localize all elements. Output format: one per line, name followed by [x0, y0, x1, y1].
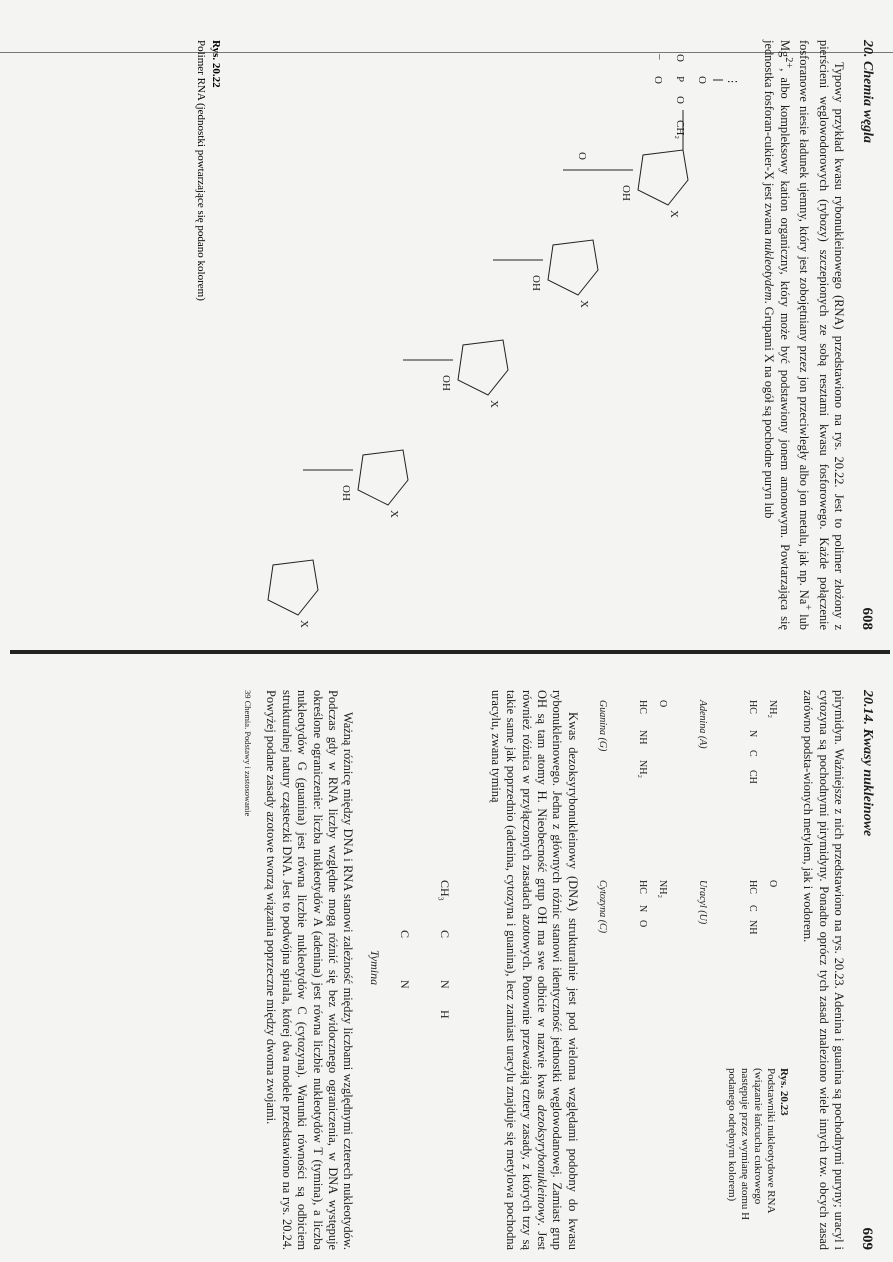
svg-text:C: C	[746, 905, 758, 912]
svg-text:CH₃: CH₃	[438, 880, 453, 901]
svg-text:NH: NH	[636, 730, 648, 745]
svg-text:C: C	[746, 750, 758, 757]
svg-text:Polimer RNA (jednostki powtarz: Polimer RNA (jednostki powtarzające się podano kolorem)	[194, 40, 207, 301]
svg-text:X: X	[487, 400, 500, 408]
svg-text:O: O	[673, 54, 686, 62]
svg-text:O: O	[575, 152, 588, 160]
page-number: 608	[859, 607, 875, 630]
running-header	[858, 690, 875, 1250]
svg-text:HC: HC	[746, 700, 758, 714]
svg-text:O: O	[673, 96, 686, 104]
svg-text:OH: OH	[619, 185, 632, 201]
svg-text:C: C	[438, 930, 453, 939]
svg-text:O: O	[636, 920, 648, 928]
dna-paragraph: Kwas dezoksyrybonukleinowy (DNA) strukturalnie jest pod wieloma względami podobny do kwasu rybonukleinowego. Jedna z głównych różnic stanowi identyczność jednostki węglowodanowej. Zamiast grup OH są tam atomy H. Nieobecność grup OH ma swe odbicie w nazwie kwas dezoksyrybonukleinowy. Jest również różnica w przyłączonych zasadach azotowych. Ponownie przeważają cztery zasady, z których trzy są takie same jak poprzednio (adenina, cytozyna i guanina), lecz zamiast uracylu znajduje się metylowa pochodna uracylu, zwana tyminą	[488, 690, 580, 1250]
base-label-adenine: Adenina (A)	[696, 700, 708, 749]
svg-text:O: O	[766, 880, 778, 888]
svg-text:CH₂: CH₂	[673, 120, 686, 140]
svg-text:NH₂: NH₂	[636, 760, 648, 778]
svg-text:CH: CH	[746, 770, 758, 784]
running-header	[858, 40, 875, 630]
svg-text:X: X	[667, 210, 680, 218]
thymine-label: Tymina	[368, 950, 383, 986]
svg-text:O: O	[651, 76, 664, 84]
svg-text:HC: HC	[746, 880, 758, 894]
base-label-uracil: Uracyl (U)	[696, 880, 708, 925]
svg-text:NH: NH	[746, 920, 758, 935]
nucleotide-bases-diagram	[590, 690, 790, 1050]
svg-text:OH: OH	[339, 485, 352, 501]
svg-text:OH: OH	[439, 375, 452, 391]
page-fold-line	[10, 650, 890, 654]
dna-rna-paragraph: Ważną różnicę między DNA i RNA stanowi zależność między liczbami względnymi czterech nukleotydów. Podczas gdy w RNA liczby względne mogą różnić się bez widocznego ograniczenia, w DNA występuje określone ograniczenie: liczba nukleotydów A (adenina) jest równa liczbie nukleotydów T (tymina), a liczba nukleotydów G (guanina) jest równa liczbie nukleotydów C (cytozyna). Warunki równości są odbiciem strukturalnej natury cząsteczki DNA. Jest to podwójna spirala, której dwa modele przedstawiono na rys. 20.24. Powyżej podane zasady azotowe tworzą wiązania poprzeczne między dwoma zwojami.	[264, 690, 356, 1250]
chain-dots: ⋮	[725, 76, 738, 87]
svg-text:NH₂: NH₂	[766, 700, 778, 718]
base-label-cytosine: Cytozyna (C)	[596, 880, 608, 934]
figure-caption: Rys. 20.23 Podstawniki nukleotydowe RNA (wiązanie łańcucha cukrowego następuje przez wymianę atomu H podanego odrębnym kolorem)	[725, 1068, 790, 1221]
page-number: 609	[859, 1227, 875, 1250]
svg-text:N: N	[636, 905, 648, 913]
intro-paragraph: pirymidyn. Ważniejsze z nich przedstawiono na rys. 20.23. Adenina i guanina są pochodnymi puryny; uracyl i cytozyna są pochodnymi pirymidyny. Ponadto oprócz tych zasad znaleziono wiele innych tzw. obcych zasad zarówno podsta-wionych metylem, jak i wodorem.	[801, 690, 846, 1250]
svg-text:HC: HC	[636, 700, 648, 714]
svg-text:N: N	[398, 980, 413, 989]
svg-text:P: P	[673, 76, 686, 83]
left-page	[15, 40, 875, 630]
rna-polymer-figure	[163, 40, 743, 630]
svg-text:O: O	[695, 76, 708, 84]
thymine-structure	[361, 870, 481, 1070]
svg-text:N: N	[438, 980, 453, 989]
svg-text:C: C	[398, 930, 413, 939]
section-title: 20.14. Kwasy nukleinowe	[860, 690, 875, 837]
figure-caption	[195, 40, 222, 301]
right-page	[15, 690, 875, 1250]
svg-text:X: X	[387, 510, 400, 518]
svg-text:Rys. 20.22: Rys. 20.22	[209, 40, 222, 88]
svg-text:–: –	[653, 54, 666, 60]
section-title: 20. Chemia węgla	[860, 40, 875, 144]
page-footer: 39 Chemia. Podstawy i zastosowanie	[242, 690, 253, 817]
svg-text:X: X	[577, 300, 590, 308]
body-paragraph: Typowy przykład kwasu rybonukleinowego (RNA) przedstawiono na rys. 20.22. Jest to polimer złożony z pierścieni węglowodorowych (rybozy) szczepionych ze sobą resztami kwasu fosforowego. Każde połączenie fosforanowe niesie ładunek ujemny, który jest zobojętniany przez jon przeciwległy albo jon metalu, jak np. Na+ lub $Mg^{2+}$, albo kompleksowy kation organiczny, który może być podstawiony jonem amonowym. Powtarzająca się jednostka fosforan-cukier-X jest zwana nukleotydem. Grupami X na ogół są pochodne puryn lub	[762, 40, 846, 631]
base-label-guanine: Guanina (G)	[596, 700, 608, 752]
svg-text:OH: OH	[529, 275, 542, 291]
svg-text:NH₂: NH₂	[656, 880, 668, 898]
bases-figure	[590, 690, 790, 1250]
svg-text:N: N	[746, 730, 758, 738]
svg-text:O: O	[656, 700, 668, 708]
svg-text:H: H	[438, 1010, 453, 1019]
svg-text:X: X	[297, 620, 310, 628]
svg-text:HC: HC	[636, 880, 648, 894]
